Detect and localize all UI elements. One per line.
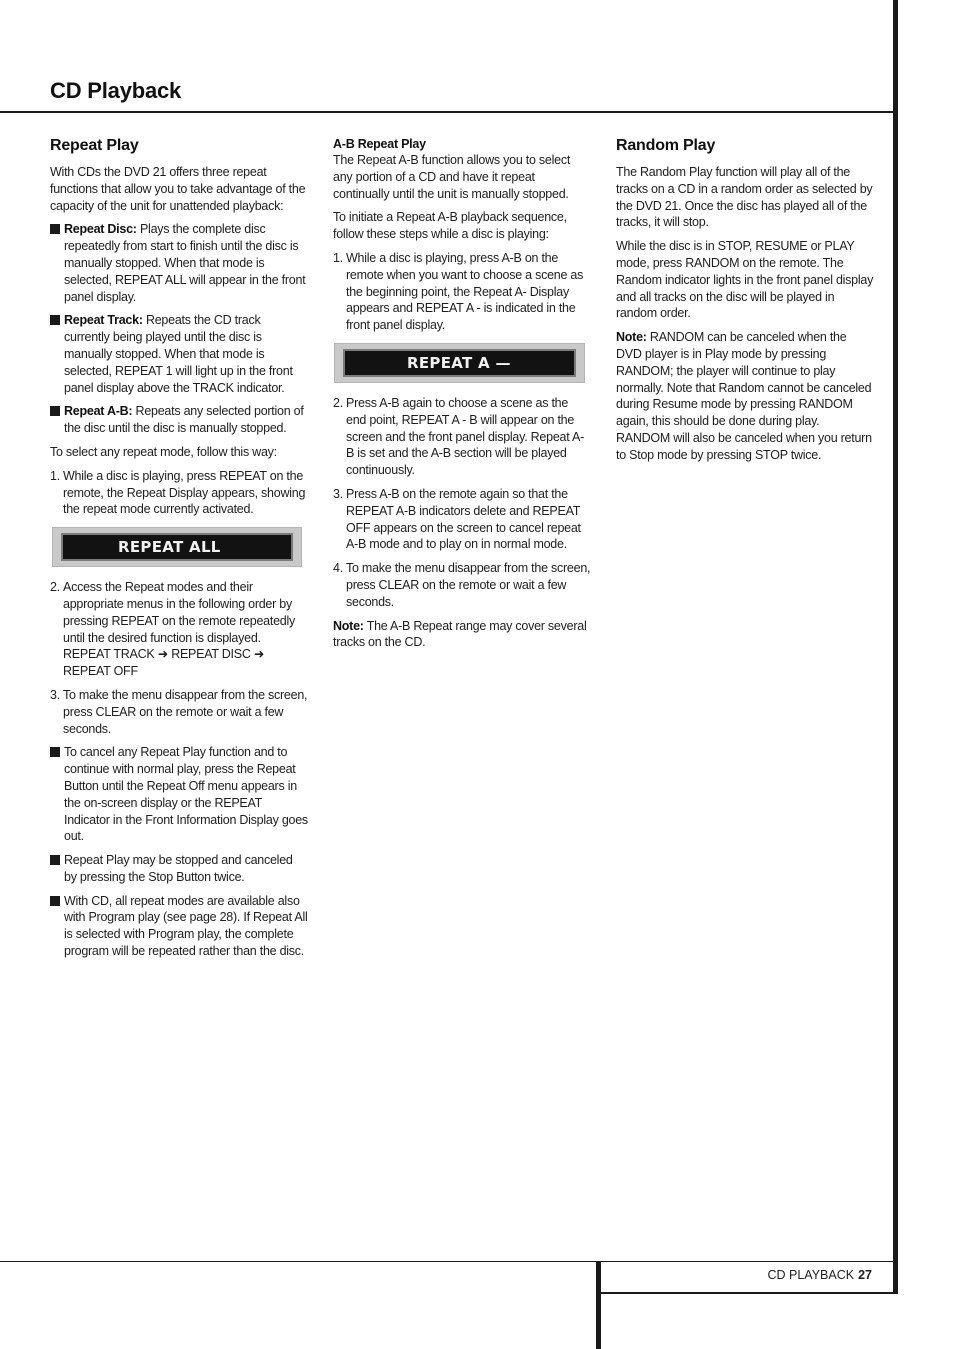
bullet-text: Repeats any selected portion of the disc until the disc is manually stopped. bbox=[64, 404, 304, 436]
note-text: RANDOM can be canceled when the DVD player is in Play mode by pressing RANDOM; the player will continue to play normally. Note that Random cannot be canceled during Resume mode by pressing RANDOM again, this should be done during play. RANDOM will also be canceled when you return to Stop mode by pressing STOP twice. bbox=[616, 330, 872, 462]
bullet-text: To cancel any Repeat Play function and to continue with normal play, press the Repeat Button until the Repeat Off menu appears in the on-screen display or the REPEAT Indicator in the Front Information Display goes out. bbox=[64, 745, 308, 844]
footer-box-rule bbox=[601, 1292, 896, 1294]
bullet-text: With CD, all repeat modes are available also with Program play (see page 28). If Repeat All is selected with Program play, the complete program will be repeated rather than the disc. bbox=[64, 893, 308, 959]
step-text: To make the menu disappear from the screen, press CLEAR on the remote or wait a few seconds. bbox=[346, 561, 591, 609]
bullet-text: Repeats the CD track currently being played until the disc is manually stopped. When that mode is selected, REPEAT 1 will light up in the front panel display above the TRACK indicator. bbox=[64, 313, 293, 395]
note-text: The A-B Repeat range may cover several tracks on the CD. bbox=[333, 618, 587, 650]
right-edge-bar bbox=[893, 0, 898, 1294]
bullet-label: Repeat Disc: bbox=[64, 222, 137, 237]
bullet-repeat-disc bbox=[50, 221, 308, 305]
step-3 bbox=[50, 687, 308, 737]
column-repeat-play bbox=[50, 136, 308, 967]
ab-step-4 bbox=[333, 560, 591, 610]
repeat-a-display-screen: REPEAT A — bbox=[343, 349, 576, 377]
step-text: While a disc is playing, press A-B on the remote when you want to choose a scene as the beginning point, the Repeat A- Display appears and REPEAT A - is indicated in the front panel display. bbox=[346, 250, 584, 333]
step-number: 2. bbox=[50, 580, 60, 595]
bullet-program-play bbox=[50, 893, 308, 960]
note-label: Note: bbox=[616, 330, 647, 345]
bullet-square-icon bbox=[50, 896, 60, 906]
bullet-square-icon bbox=[50, 406, 60, 416]
bullet-repeat-track bbox=[50, 312, 308, 396]
step-text: While a disc is playing, press REPEAT on the remote, the Repeat Display appears, showing the repeat mode currently activated. bbox=[63, 468, 306, 517]
ab-step-3 bbox=[333, 486, 591, 553]
arrow-right-icon: ➜ bbox=[253, 647, 265, 662]
ab-step-1 bbox=[333, 250, 591, 334]
bullet-stop-cancel bbox=[50, 852, 308, 886]
arrow-right-icon: ➜ bbox=[157, 647, 168, 662]
footer-rule bbox=[0, 1261, 896, 1262]
page-title: CD Playback bbox=[50, 78, 182, 103]
repeat-all-display bbox=[52, 527, 302, 567]
repeat-play-heading: Repeat Play bbox=[50, 137, 139, 154]
bullet-text: Plays the complete disc repeatedly from start to finish until the disc is manually stopped. When that mode is selected, REPEAT ALL will appear in the front panel display. bbox=[64, 222, 306, 304]
step-text: Press A-B again to choose a scene as the end point, REPEAT A - B will appear on the screen and the front panel display. Repeat A-B is set and the A-B section will be played continuously. bbox=[346, 395, 584, 478]
step-number: 2. bbox=[333, 395, 343, 410]
step-number: 1. bbox=[50, 468, 60, 483]
seq-repeat-track: REPEAT TRACK bbox=[63, 647, 155, 662]
random-play-p2: While the disc is in STOP, RESUME or PLAY mode, press RANDOM on the remote. The Random indicator lights in the front panel display and all tracks on the disc will be played in random order. bbox=[616, 239, 874, 321]
footer-page-label bbox=[620, 1268, 872, 1282]
step-2 bbox=[50, 579, 308, 680]
bullet-square-icon bbox=[50, 315, 60, 325]
bullet-repeat-ab bbox=[50, 403, 308, 437]
random-play-note bbox=[616, 329, 874, 463]
page-number: 27 bbox=[858, 1268, 872, 1282]
step-number: 3. bbox=[50, 687, 60, 702]
repeat-a-display bbox=[334, 343, 585, 383]
column-random-play bbox=[616, 136, 874, 471]
ab-repeat-initiate: To initiate a Repeat A-B playback sequence, follow these steps while a disc is playing: bbox=[333, 210, 567, 242]
step-number: 4. bbox=[333, 561, 343, 576]
step-number: 3. bbox=[333, 486, 343, 501]
step-text: Access the Repeat modes and their appropriate menus in the following order by pressing REPEAT on the remote repeatedly until the desired function is displayed. bbox=[63, 580, 296, 645]
repeat-play-intro: With CDs the DVD 21 offers three repeat functions that allow you to take advantage of the capacity of the unit for unattended playback: bbox=[50, 165, 306, 213]
ab-step-2 bbox=[333, 395, 591, 479]
step-1 bbox=[50, 468, 308, 518]
bullet-square-icon bbox=[50, 224, 60, 234]
note-label: Note: bbox=[333, 618, 364, 633]
ab-repeat-intro: The Repeat A-B function allows you to select any portion of a CD and have it repeat continually until the unit is manually stopped. bbox=[333, 153, 571, 201]
step-number: 1. bbox=[333, 250, 343, 265]
step-text: To make the menu disappear from the screen, press CLEAR on the remote or wait a few seconds. bbox=[63, 687, 308, 736]
ab-repeat-heading: A-B Repeat Play bbox=[333, 137, 426, 151]
bullet-label: Repeat Track: bbox=[64, 313, 143, 328]
ab-repeat-note bbox=[333, 618, 591, 652]
random-play-p1: The Random Play function will play all of the tracks on a CD in a random order as selected by the DVD 21. Once the disc has played all of the tracks, it will stop. bbox=[616, 165, 873, 230]
repeat-sequence bbox=[63, 647, 264, 678]
random-play-heading: Random Play bbox=[616, 137, 716, 154]
bullet-square-icon bbox=[50, 855, 60, 865]
seq-repeat-disc: REPEAT DISC bbox=[171, 647, 251, 662]
footer-vertical-bar bbox=[596, 1262, 601, 1349]
bullet-text: Repeat Play may be stopped and canceled by pressing the Stop Button twice. bbox=[64, 853, 293, 884]
header-rule bbox=[0, 111, 896, 113]
bullet-cancel-repeat bbox=[50, 744, 308, 845]
footer-section: CD PLAYBACK bbox=[767, 1268, 855, 1282]
repeat-all-display-screen: REPEAT ALL bbox=[61, 533, 293, 561]
bullet-square-icon bbox=[50, 747, 60, 757]
select-mode-text: To select any repeat mode, follow this way: bbox=[50, 444, 277, 459]
seq-repeat-off: REPEAT OFF bbox=[63, 664, 138, 679]
column-ab-repeat bbox=[333, 136, 591, 658]
bullet-label: Repeat A-B: bbox=[64, 404, 133, 419]
step-text: Press A-B on the remote again so that the REPEAT A-B indicators delete and REPEAT OFF appears on the screen to cancel repeat A-B mode and to play on in normal mode. bbox=[346, 486, 581, 552]
